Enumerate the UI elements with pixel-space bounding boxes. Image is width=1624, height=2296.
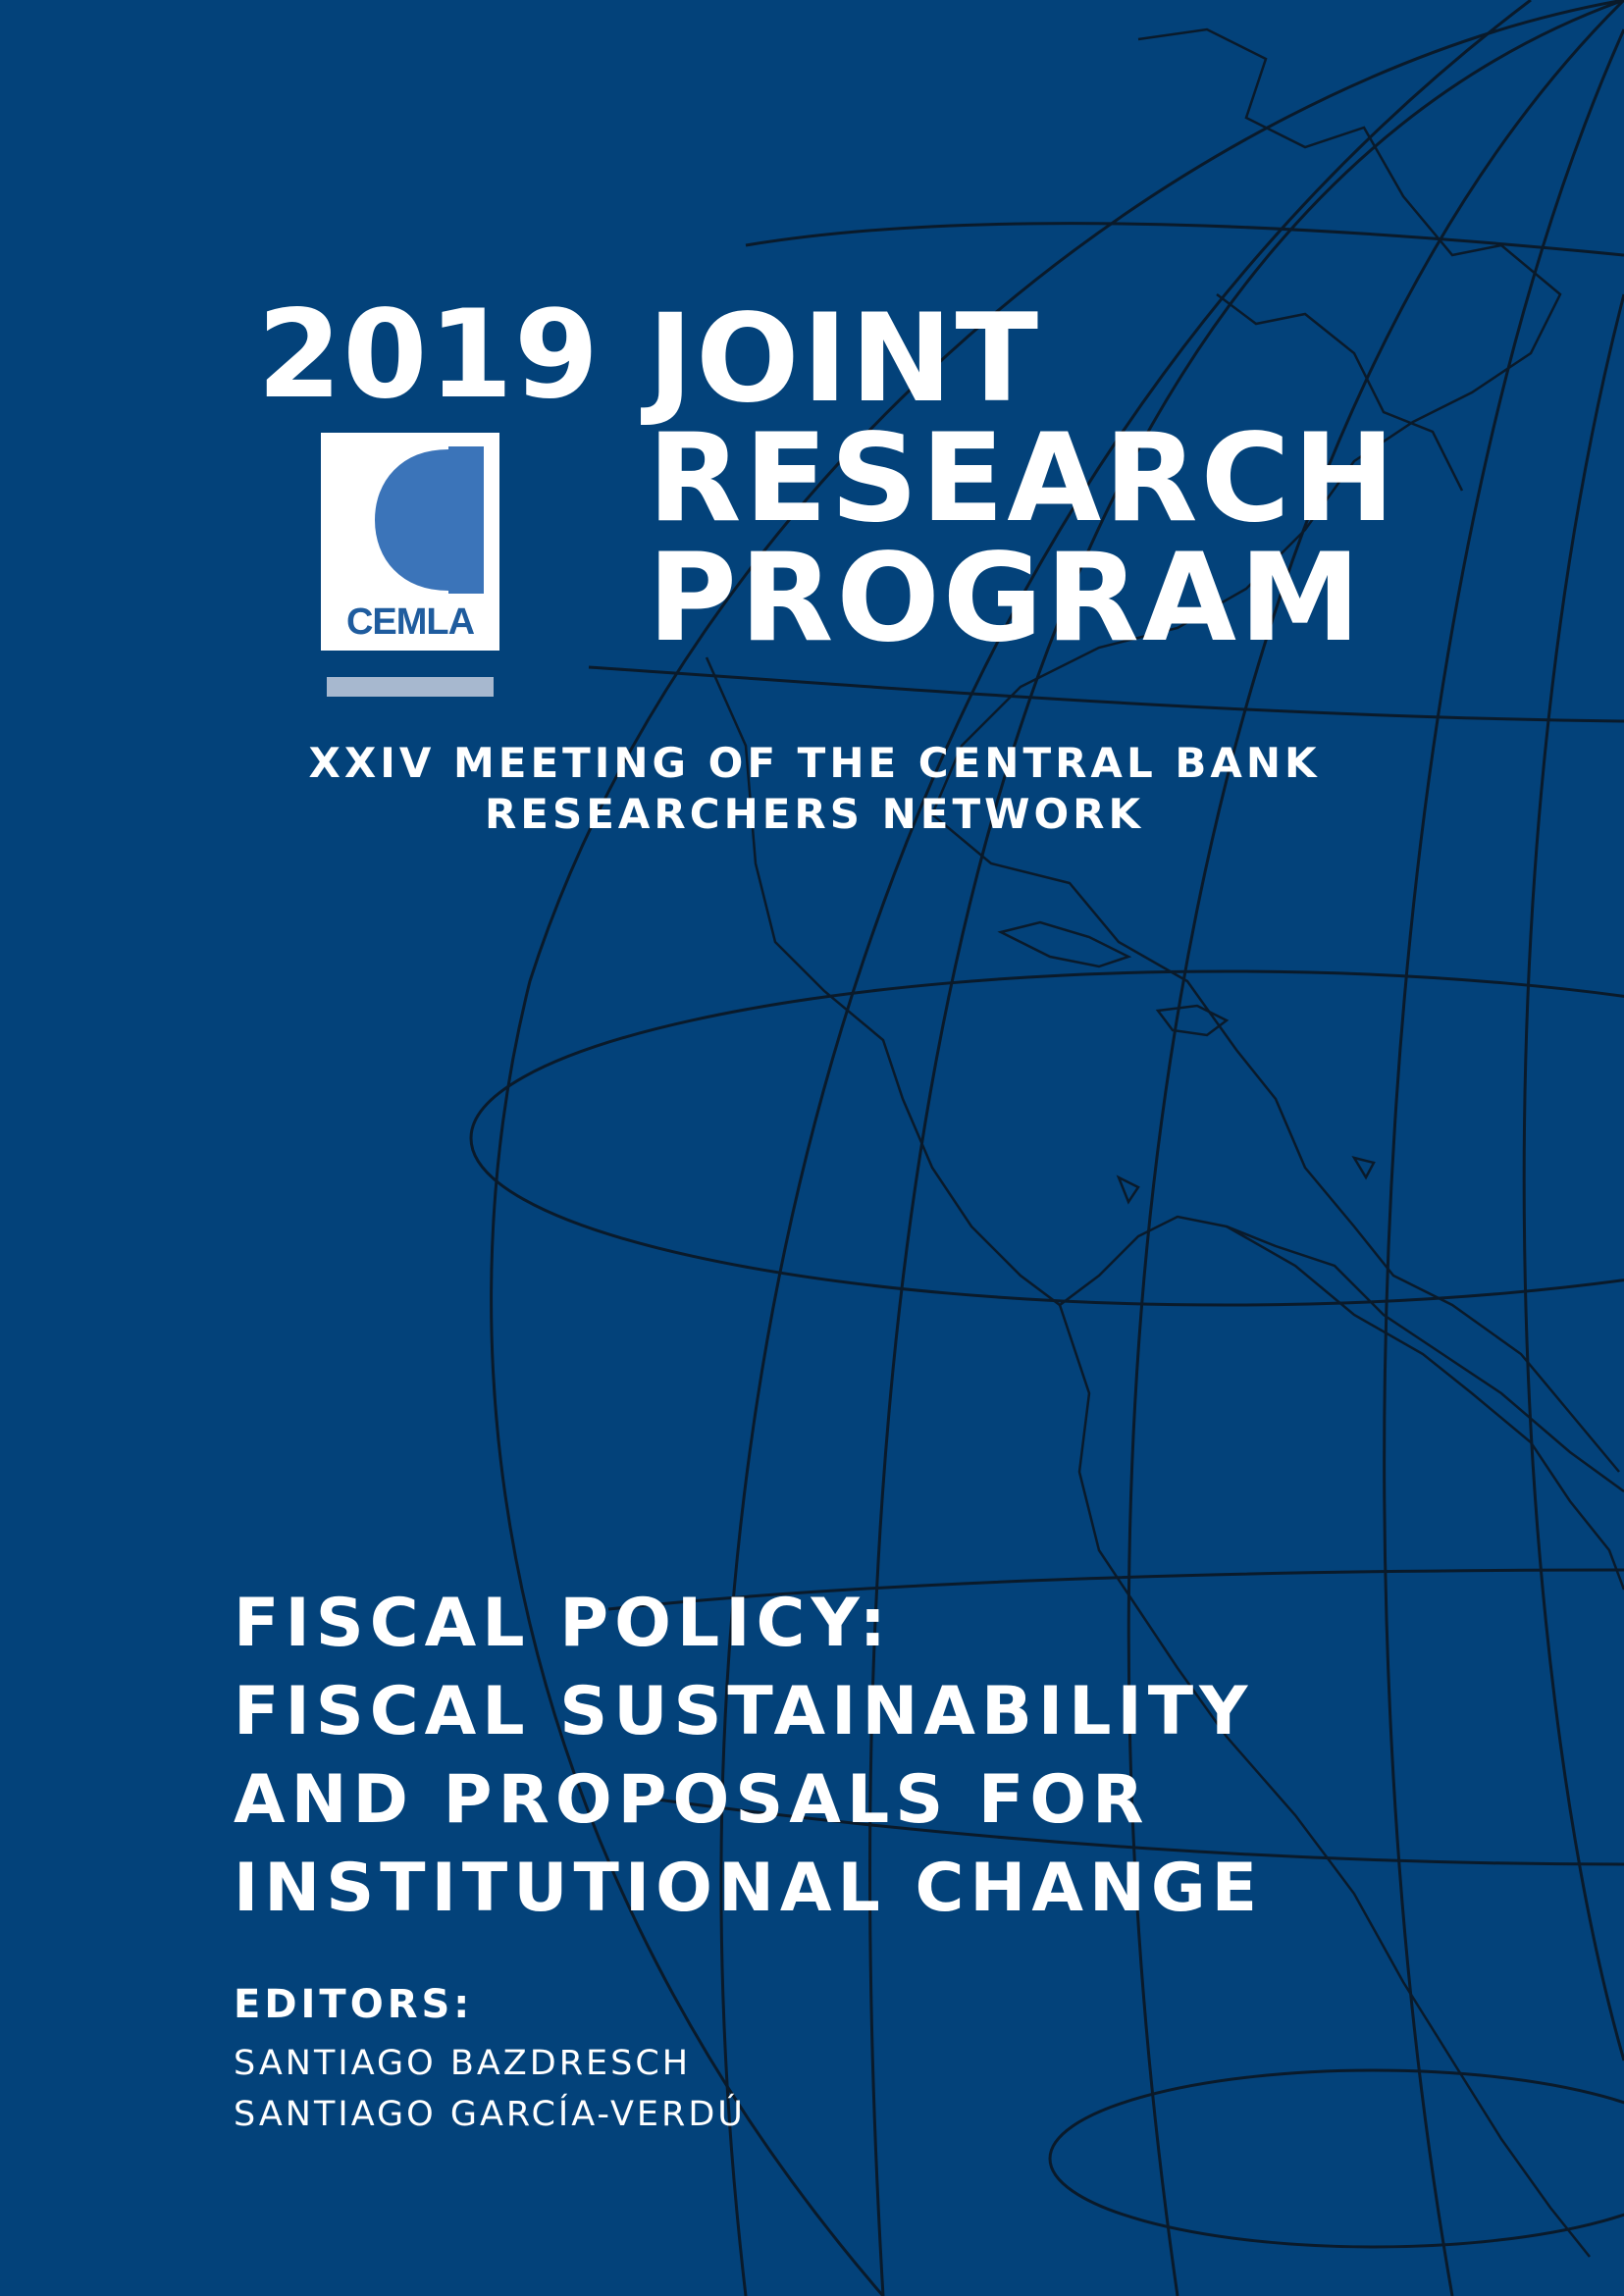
meridian-line — [1385, 29, 1624, 2296]
title-line: JOINT — [648, 288, 1042, 430]
island-outline — [1119, 1177, 1138, 1202]
editor-name: SANTIAGO BAZDRESCH — [234, 2044, 692, 2083]
program-title — [648, 288, 1398, 669]
year: 2019 — [257, 285, 601, 426]
title-line: RESEARCH — [648, 408, 1398, 549]
book-title — [234, 1580, 1263, 1933]
latitude-line — [1050, 2070, 1624, 2247]
logo-text: CEMLA — [345, 601, 475, 643]
title-line: PROGRAM — [648, 528, 1364, 669]
editors-label: EDITORS: — [234, 1982, 474, 2027]
latitude-line — [589, 667, 1624, 721]
book-title-line: INSTITUTIONAL CHANGE — [234, 1850, 1264, 1927]
editor-name: SANTIAGO GARCÍA-VERDÚ — [234, 2095, 746, 2134]
island-outline — [1354, 1158, 1374, 1177]
cemla-logo-mark — [321, 433, 499, 601]
latitude-line — [746, 224, 1624, 255]
meridian-line — [1524, 294, 1624, 2061]
book-title-line: FISCAL POLICY: — [234, 1585, 892, 1662]
subtitle-line: XXIV MEETING OF THE CENTRAL BANK — [308, 739, 1321, 787]
cemla-logo — [321, 433, 499, 651]
meeting-subtitle — [294, 738, 1335, 840]
logo-underline — [327, 677, 494, 697]
subtitle-line: RESEARCHERS NETWORK — [484, 790, 1145, 838]
book-title-line: FISCAL SUSTAINABILITY — [234, 1673, 1254, 1750]
latitude-line — [471, 971, 1624, 1305]
book-title-line: AND PROPOSALS FOR — [234, 1761, 1150, 1839]
